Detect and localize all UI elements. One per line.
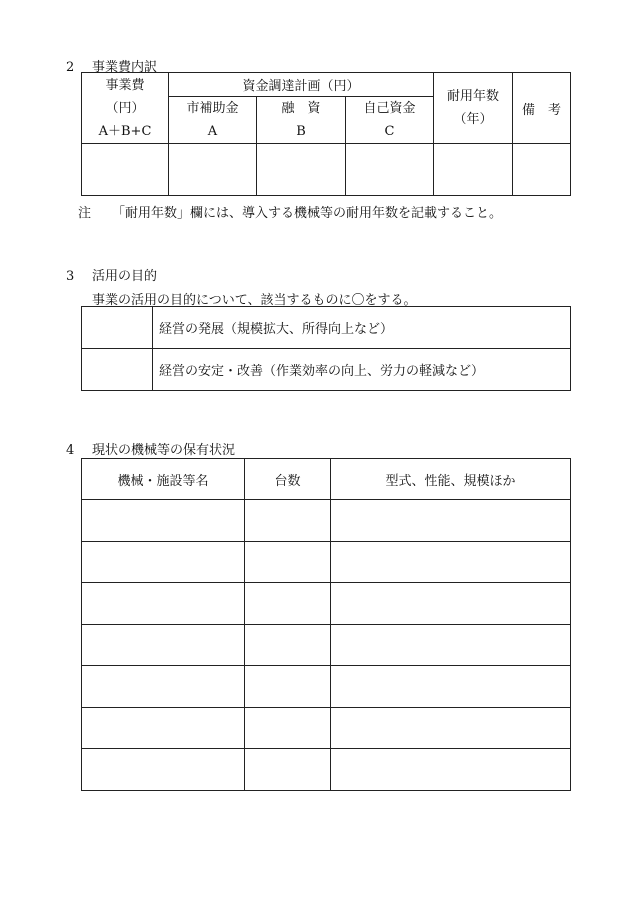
equipment-table <box>81 458 571 791</box>
section-3-number: 3 <box>66 269 75 284</box>
header-subsidy <box>169 97 257 144</box>
header-own-funds-code: C <box>384 124 395 139</box>
header-subsidy-label: 市補助金 <box>186 101 239 116</box>
header-funding-plan: 資金調達計画（円） <box>169 73 434 97</box>
equipment-name-cell[interactable] <box>82 541 245 583</box>
equipment-name-cell[interactable] <box>82 707 245 749</box>
total-cell[interactable] <box>82 144 169 196</box>
section-3-heading <box>66 265 157 284</box>
header-loan-label: 融 資 <box>281 101 321 116</box>
header-own-funds <box>346 97 434 144</box>
equipment-row <box>82 500 571 542</box>
specs-cell[interactable] <box>331 666 571 708</box>
remarks-cell[interactable] <box>513 144 571 196</box>
subsidy-cell[interactable] <box>169 144 257 196</box>
specs-cell[interactable] <box>331 749 571 791</box>
header-total <box>82 73 169 144</box>
header-total-unit: （円） <box>105 100 145 116</box>
section-4-number: 4 <box>66 443 75 458</box>
purpose-instruction: 事業の活用の目的について、該当するものに〇をする。 <box>92 293 417 308</box>
purpose-option: 経営の発展（規模拡大、所得向上など） <box>153 307 571 349</box>
equipment-row <box>82 541 571 583</box>
header-loan-code: B <box>296 124 306 139</box>
header-useful-life <box>434 73 513 144</box>
section-4-heading <box>66 439 235 458</box>
expense-breakdown-table <box>81 72 571 196</box>
equipment-name-cell[interactable] <box>82 583 245 625</box>
useful-life-cell[interactable] <box>434 144 513 196</box>
equipment-name-cell[interactable] <box>82 749 245 791</box>
quantity-cell[interactable] <box>245 749 331 791</box>
header-equipment-name: 機械・施設等名 <box>82 459 245 500</box>
header-useful-life-unit: （年） <box>453 112 493 127</box>
note-mark: 注 <box>78 206 92 221</box>
quantity-cell[interactable] <box>245 707 331 749</box>
equipment-row <box>82 749 571 791</box>
specs-cell[interactable] <box>331 624 571 666</box>
purpose-mark-cell[interactable] <box>82 307 153 349</box>
specs-cell[interactable] <box>331 541 571 583</box>
specs-cell[interactable] <box>331 707 571 749</box>
quantity-cell[interactable] <box>245 624 331 666</box>
useful-life-note <box>78 202 502 221</box>
section-2-title: 事業費内訳 <box>92 60 158 75</box>
header-total-formula: A＋B+C <box>98 123 152 139</box>
purpose-mark-cell[interactable] <box>82 349 153 391</box>
purpose-row <box>82 349 571 391</box>
expense-entry-row <box>82 144 571 196</box>
equipment-row <box>82 707 571 749</box>
header-own-funds-label: 自己資金 <box>363 101 416 116</box>
equipment-name-cell[interactable] <box>82 624 245 666</box>
header-total-label: 事業費 <box>105 77 145 93</box>
header-loan <box>257 97 346 144</box>
equipment-header-row <box>82 459 571 500</box>
header-remarks: 備 考 <box>513 73 571 144</box>
header-subsidy-code: A <box>207 124 218 139</box>
quantity-cell[interactable] <box>245 583 331 625</box>
equipment-row <box>82 583 571 625</box>
note-text: 「耐用年数」欄には、導入する機械等の耐用年数を記載すること。 <box>112 206 503 221</box>
section-2-number: 2 <box>66 60 75 75</box>
header-useful-life-label: 耐用年数 <box>447 89 500 104</box>
section-4-title: 現状の機械等の保有状況 <box>92 443 236 458</box>
equipment-row <box>82 666 571 708</box>
quantity-cell[interactable] <box>245 500 331 542</box>
equipment-name-cell[interactable] <box>82 666 245 708</box>
equipment-name-cell[interactable] <box>82 500 245 542</box>
purpose-row <box>82 307 571 349</box>
purpose-table <box>81 306 571 391</box>
section-3-title: 活用の目的 <box>92 269 158 284</box>
specs-cell[interactable] <box>331 583 571 625</box>
header-specs: 型式、性能、規模ほか <box>331 459 571 500</box>
loan-cell[interactable] <box>257 144 346 196</box>
quantity-cell[interactable] <box>245 666 331 708</box>
purpose-option: 経営の安定・改善（作業効率の向上、労力の軽減など） <box>153 349 571 391</box>
specs-cell[interactable] <box>331 500 571 542</box>
equipment-row <box>82 624 571 666</box>
own-funds-cell[interactable] <box>346 144 434 196</box>
header-quantity: 台数 <box>245 459 331 500</box>
quantity-cell[interactable] <box>245 541 331 583</box>
